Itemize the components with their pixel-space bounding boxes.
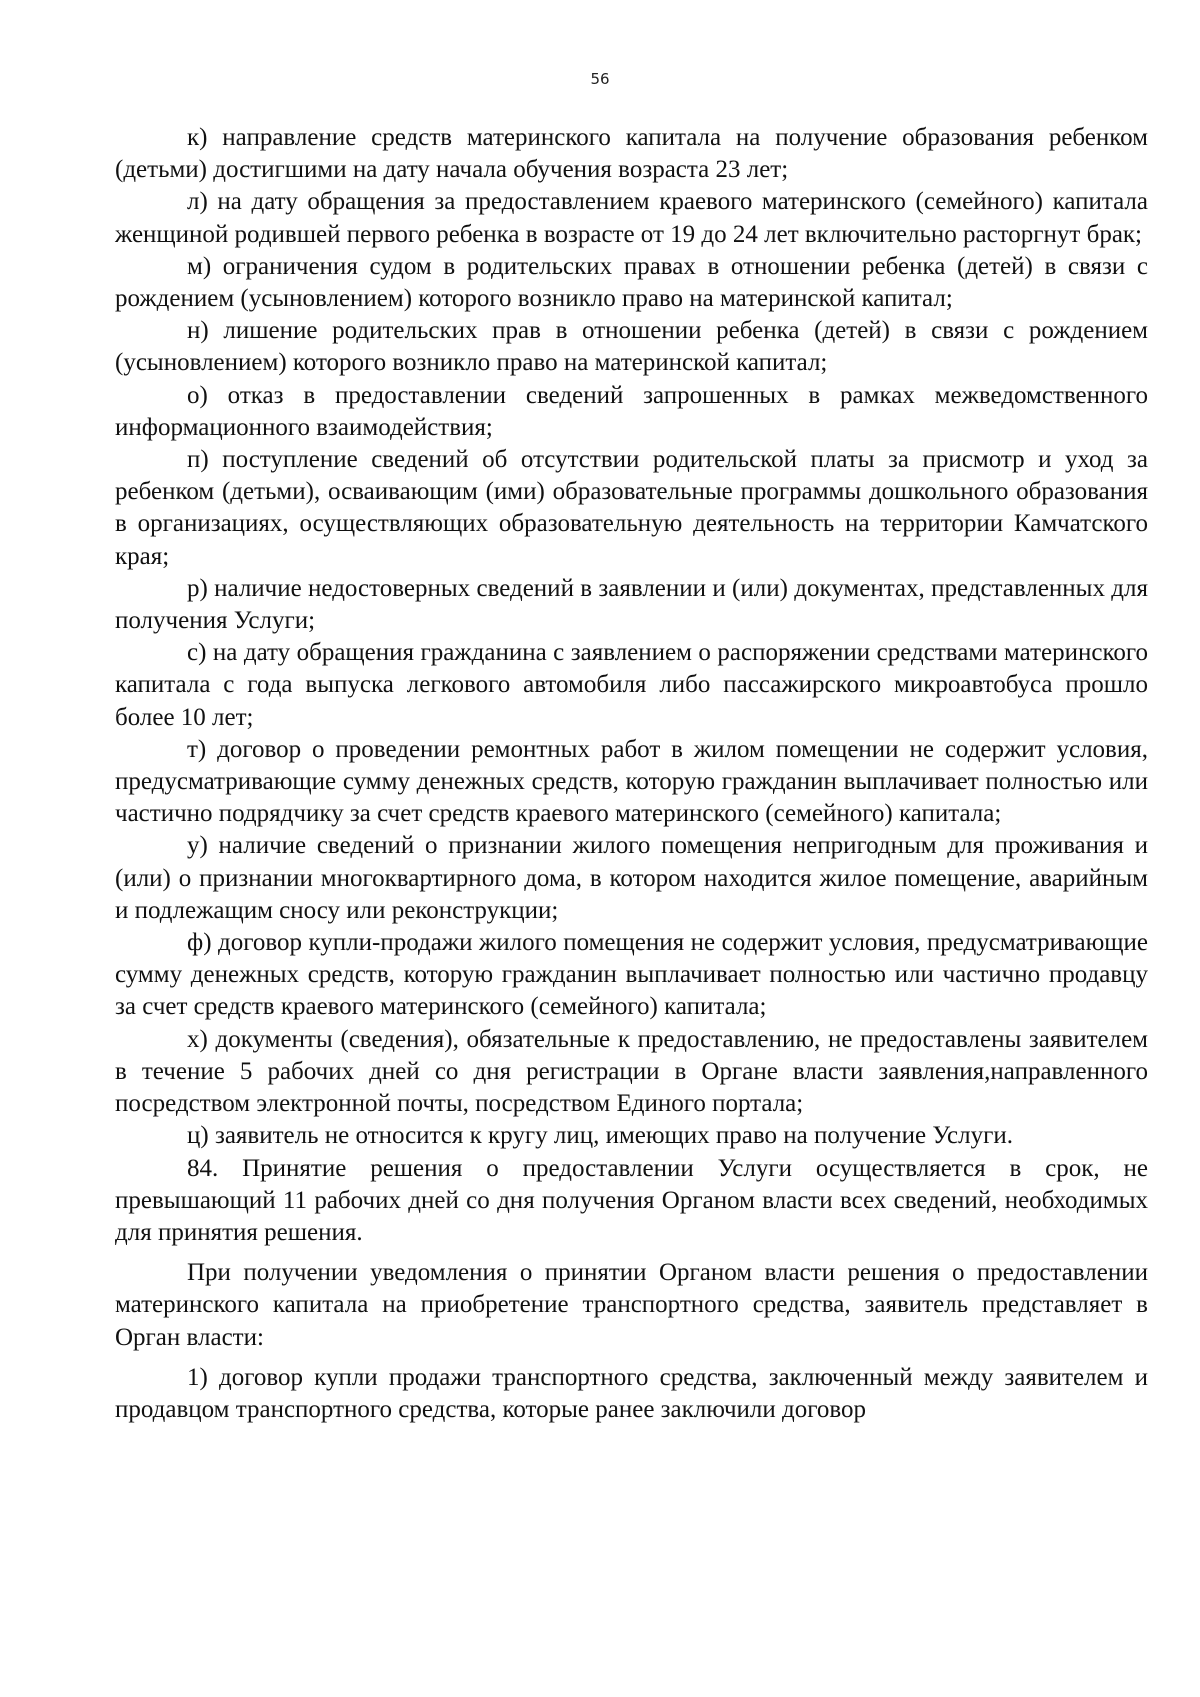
- paragraph-l: л) на дату обращения за предоставлением краевого материнского (семейного) капитала женщиной родившей первого ребенка в возрасте от 19 до 24 лет включительно расторгнут брак;: [115, 188, 1148, 248]
- paragraph-r: р) наличие недостоверных сведений в заявлении и (или) документах, представленных для получения Услуги;: [115, 574, 1148, 635]
- paragraph-n: н) лишение родительских прав в отношении ребенка (детей) в связи с рождением (усыновлением) которого возникло право на материнской капитал;: [115, 317, 1148, 377]
- paragraph-m: м) ограничения судом в родительских правах в отношении ребенка (детей) в связи с рождением (усыновлением) которого возникло право на материнской капитал;: [115, 252, 1148, 313]
- paragraph-u: у) наличие сведений о признании жилого помещения непригодным для проживания и (или) о признании многоквартирного дома, в котором находится жилое помещение, аварийным и подлежащим сносу или реконструкции;: [115, 832, 1148, 924]
- paragraph-k: к) направление средств материнского капитала на получение образования ребенком (детьми) достигшими на дату начала обучения возраста 23 лет;: [115, 124, 1148, 184]
- paragraph-item-1: 1) договор купли продажи транспортного средства, заключенный между заявителем и продавцом транспортного средства, которые ранее заключили договор: [115, 1363, 1148, 1423]
- paragraph-84: 84. Принятие решения о предоставлении Услуги осуществляется в срок, не превышающий 11 рабочих дней со дня получения Органом власти всех сведений, необходимых для принятия решения.: [115, 1154, 1148, 1246]
- paragraph-f: ф) договор купли-продажи жилого помещения не содержит условия, предусматривающие сумму денежных средств, которую гражданин выплачивает полностью или частично продавцу за счет средств краевого материнского (семейного) капитала;: [115, 929, 1148, 1021]
- paragraph-p: п) поступление сведений об отсутствии родительской платы за присмотр и уход за ребенком (детьми), осваивающим (ими) образовательные программы дошкольного образования в организациях, осуществляющих образовательную деятельность на территории Камчатского края;: [115, 446, 1148, 570]
- page-number: 56: [590, 70, 610, 88]
- document-body: [115, 122, 1148, 1426]
- paragraph-o: о) отказ в предоставлении сведений запрошенных в рамках межведомственного информационного взаимодействия;: [115, 381, 1148, 441]
- paragraph-ts: ц) заявитель не относится к кругу лиц, имеющих право на получение Услуги.: [187, 1122, 1013, 1150]
- paragraph-kh: х) документы (сведения), обязательные к предоставлению, не предоставлены заявителем в течение 5 рабочих дней со дня регистрации в Органе власти заявления,направленного посредством электронной почты, посредством Единого портала;: [115, 1025, 1148, 1118]
- paragraph-t: т) договор о проведении ремонтных работ в жилом помещении не содержит условия, предусматривающие сумму денежных средств, которую гражданин выплачивает полностью или частично подрядчику за счет средств краевого материнского (семейного) капитала;: [115, 735, 1148, 828]
- paragraph-s: с) на дату обращения гражданина с заявлением о распоряжении средствами материнского капитала с года выпуска легкового автомобиля либо пассажирского микроавтобуса прошло более 10 лет;: [115, 639, 1148, 731]
- paragraph-notification: При получении уведомления о принятии Органом власти решения о предоставлении материнского капитала на приобретение транспортного средства, заявитель представляет в Орган власти:: [115, 1259, 1148, 1351]
